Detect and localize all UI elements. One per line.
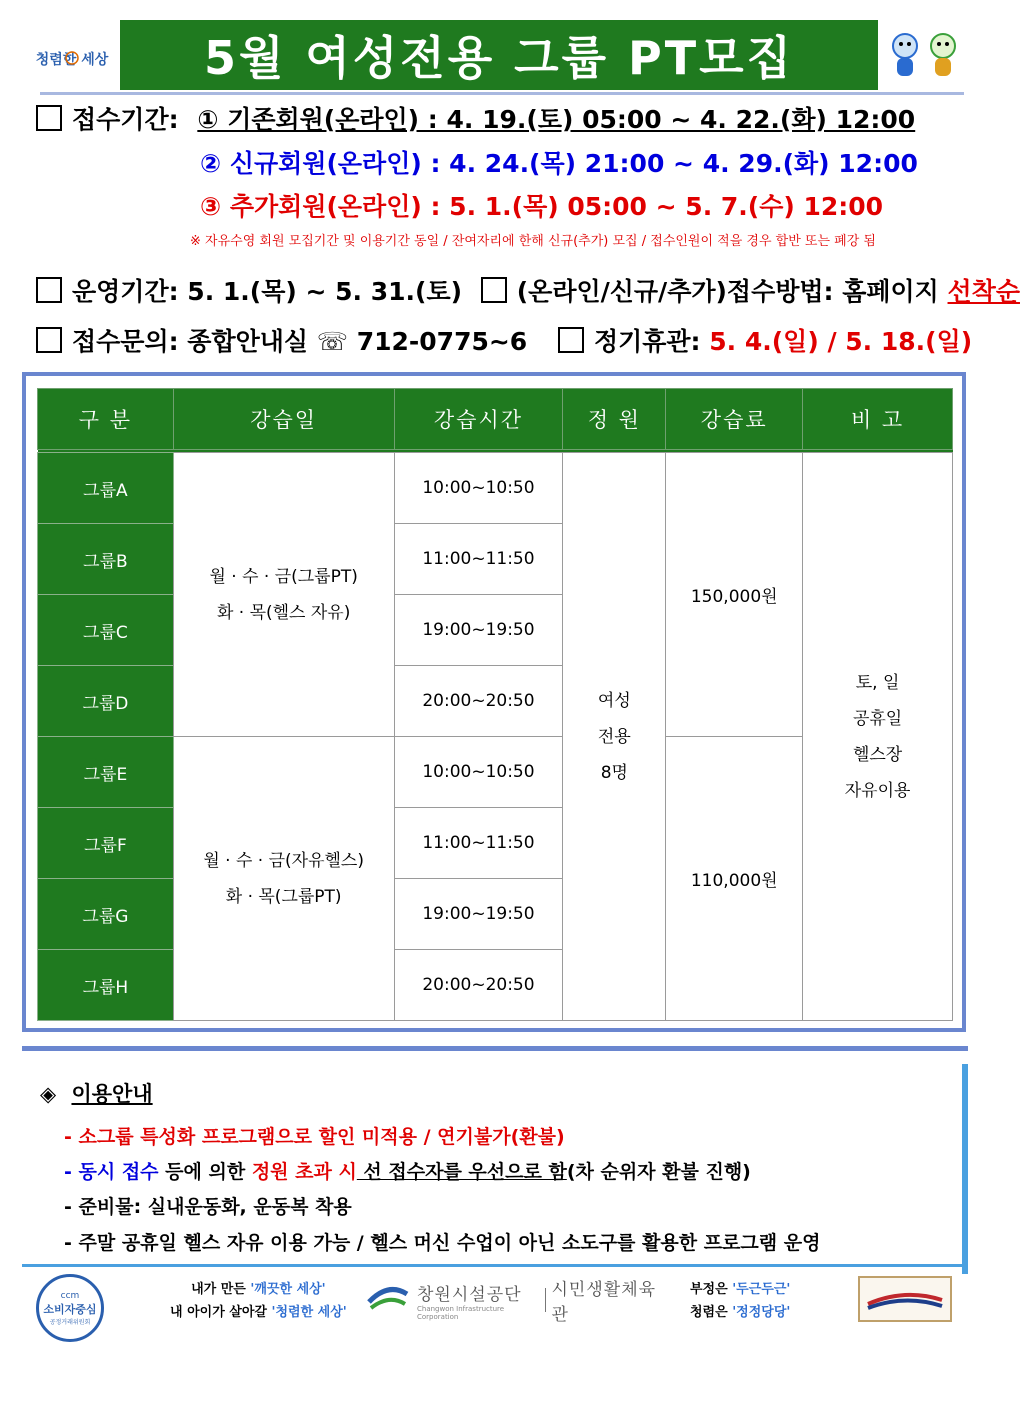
- title-banner: [120, 20, 878, 90]
- remark-line: 자유이용: [844, 780, 911, 801]
- capacity-line: 여성: [597, 690, 631, 711]
- schedule-table: [37, 388, 953, 1021]
- slogan-highlight: '청렴한 세상': [271, 1305, 347, 1320]
- time-cell: 10:00~10:50: [394, 737, 563, 808]
- time-cell: 11:00~11:50: [394, 808, 563, 879]
- group-cell: 그룹H: [38, 950, 174, 1021]
- header-remarks: 비 고: [803, 389, 953, 450]
- slogan-highlight: '정정당당': [732, 1305, 791, 1320]
- corporation-logo: [365, 1276, 665, 1324]
- inquiry-contact: 접수문의: 종합안내실 ☏ 712-0775~6: [72, 327, 528, 356]
- fee-cell: 150,000원: [666, 453, 803, 737]
- time-cell: 19:00~19:50: [394, 879, 563, 950]
- slogan-highlight: '깨끗한 세상': [250, 1282, 326, 1297]
- integrity-slogan: [690, 1278, 790, 1320]
- header-days: 강습일: [173, 389, 394, 450]
- closed-label: 정기휴관:: [593, 327, 710, 356]
- guide-title: 이용안내: [71, 1082, 153, 1106]
- slogan-text: 내 아이가 살아갈: [170, 1305, 272, 1320]
- checkbox-icon: [36, 105, 62, 131]
- certification-icon: [858, 1276, 952, 1322]
- checkbox-icon: [36, 327, 62, 353]
- corporation-name: 창원시설공단: [417, 1284, 522, 1305]
- operation-period: 운영기간: 5. 1.(목) ~ 5. 31.(토): [72, 277, 463, 306]
- ccm-badge: [36, 1274, 104, 1342]
- remark-line: 토, 일: [855, 672, 900, 693]
- checkbox-icon: [481, 277, 507, 303]
- days-line: 화 · 목(그룹PT): [225, 886, 342, 907]
- slogan-highlight: '두근두근': [732, 1282, 791, 1297]
- days-cell: [173, 453, 394, 737]
- reception-line-existing: [36, 100, 915, 136]
- days-line: 월 · 수 · 금(그룹PT): [209, 566, 358, 587]
- time-cell: 19:00~19:50: [394, 595, 563, 666]
- time-cell: 20:00~20:50: [394, 666, 563, 737]
- slogan-text: 청렴은: [690, 1305, 733, 1320]
- additional-member-period: ③ 추가회원(온라인) : 5. 1.(목) 05:00 ~ 5. 7.(수) 12:00: [200, 192, 884, 221]
- reception-method: (온라인/신규/추가)접수방법: 홈페이지: [516, 277, 948, 306]
- group-cell: 그룹B: [38, 524, 174, 595]
- guide-heading: [40, 1078, 153, 1108]
- corporation-emblem-icon: [365, 1280, 411, 1320]
- corporation-sub: Changwon Infrastructure Corporation: [417, 1304, 505, 1321]
- existing-member-period: ① 기존회원(온라인) : 4. 19.(토) 05:00 ~ 4. 22.(화) 12:00: [197, 105, 916, 134]
- guide-line-3: - 준비물: 실내운동화, 운동복 착용: [64, 1196, 352, 1218]
- group-cell: 그룹C: [38, 595, 174, 666]
- mascot-icon: [885, 24, 965, 84]
- integrity-logo: [35, 34, 109, 80]
- fee-cell: 110,000원: [666, 737, 803, 1021]
- section-divider: [22, 1046, 968, 1051]
- slogan-text: 내가 만든: [191, 1282, 251, 1297]
- guide-refund: (차 순위자 환불 진행): [566, 1161, 751, 1183]
- time-cell: 11:00~11:50: [394, 524, 563, 595]
- guide-overflow: 정원 초과 시: [251, 1161, 357, 1183]
- capacity-cell: [563, 453, 666, 1021]
- header-fee: 강습료: [666, 389, 803, 450]
- guide-line-1: - 소그룹 특성화 프로그램으로 할인 미적용 / 연기불가(환불): [64, 1126, 565, 1148]
- capacity-line: 전용: [597, 726, 631, 747]
- page-title: 5월 여성전용 그룹 PT모집: [203, 31, 795, 85]
- header-group: 구 분: [38, 389, 174, 450]
- footer-divider: [22, 1264, 968, 1267]
- new-member-period: ② 신규회원(온라인) : 4. 24.(목) 21:00 ~ 4. 29.(화) 12:00: [200, 149, 918, 178]
- guide-frame-edge: [962, 1064, 968, 1274]
- group-cell: 그룹D: [38, 666, 174, 737]
- clean-slogan: [170, 1278, 347, 1320]
- corporation-divider: [545, 1288, 546, 1312]
- header-time: 강습시간: [394, 389, 563, 450]
- slogan-text: 부정은: [690, 1282, 733, 1297]
- days-line: 월 · 수 · 금(자유헬스): [203, 850, 364, 871]
- group-cell: 그룹G: [38, 879, 174, 950]
- closed-days: 5. 4.(일) / 5. 18.(일): [709, 327, 973, 356]
- header-capacity: 정 원: [563, 389, 666, 450]
- checkbox-icon: [558, 327, 584, 353]
- days-cell: [173, 737, 394, 1021]
- remark-line: 공휴일: [852, 708, 903, 729]
- remark-line: 헬스장: [852, 744, 903, 765]
- reception-note: ※ 자유수영 회원 모집기간 및 이용기간 동일 / 잔여자리에 한해 신규(추가) 모집 / 접수인원이 적을 경우 합반 또는 폐강 됨: [190, 234, 876, 249]
- table-header-row: [38, 389, 953, 450]
- integrity-logo-text: 청렴한 세상: [35, 52, 109, 68]
- checkbox-icon: [36, 277, 62, 303]
- group-cell: 그룹F: [38, 808, 174, 879]
- inquiry-line: [36, 322, 972, 358]
- reception-label: 접수기간:: [72, 105, 179, 134]
- guide-line-2: [64, 1157, 751, 1184]
- facility-name: 시민생활체육관: [551, 1280, 657, 1325]
- group-cell: 그룹A: [38, 453, 174, 524]
- title-divider: [40, 92, 964, 95]
- guide-simultaneous: - 동시 접수: [64, 1161, 159, 1183]
- first-come-label: 선착순: [947, 277, 1020, 306]
- operation-line: [36, 272, 1020, 308]
- table-row: [38, 453, 953, 524]
- diamond-icon: ◈: [40, 1082, 57, 1106]
- ccm-main: 소비자중심: [43, 1302, 97, 1316]
- guide-priority: 선 접수자를 우선으로 함: [356, 1161, 567, 1183]
- time-cell: 10:00~10:50: [394, 453, 563, 524]
- time-cell: 20:00~20:50: [394, 950, 563, 1021]
- remarks-cell: [803, 453, 953, 1021]
- group-cell: 그룹E: [38, 737, 174, 808]
- guide-line-4: - 주말 공휴일 헬스 자유 이용 가능 / 헬스 머신 수업이 아닌 소도구를 활용한 프로그램 운영: [64, 1232, 821, 1254]
- ccm-sub: 공정거래위원회: [49, 1318, 91, 1326]
- days-line: 화 · 목(헬스 자유): [216, 602, 351, 623]
- ccm-top: ccm: [60, 1290, 80, 1301]
- capacity-line: 8명: [600, 762, 628, 783]
- guide-text: 등에 의한: [158, 1161, 252, 1183]
